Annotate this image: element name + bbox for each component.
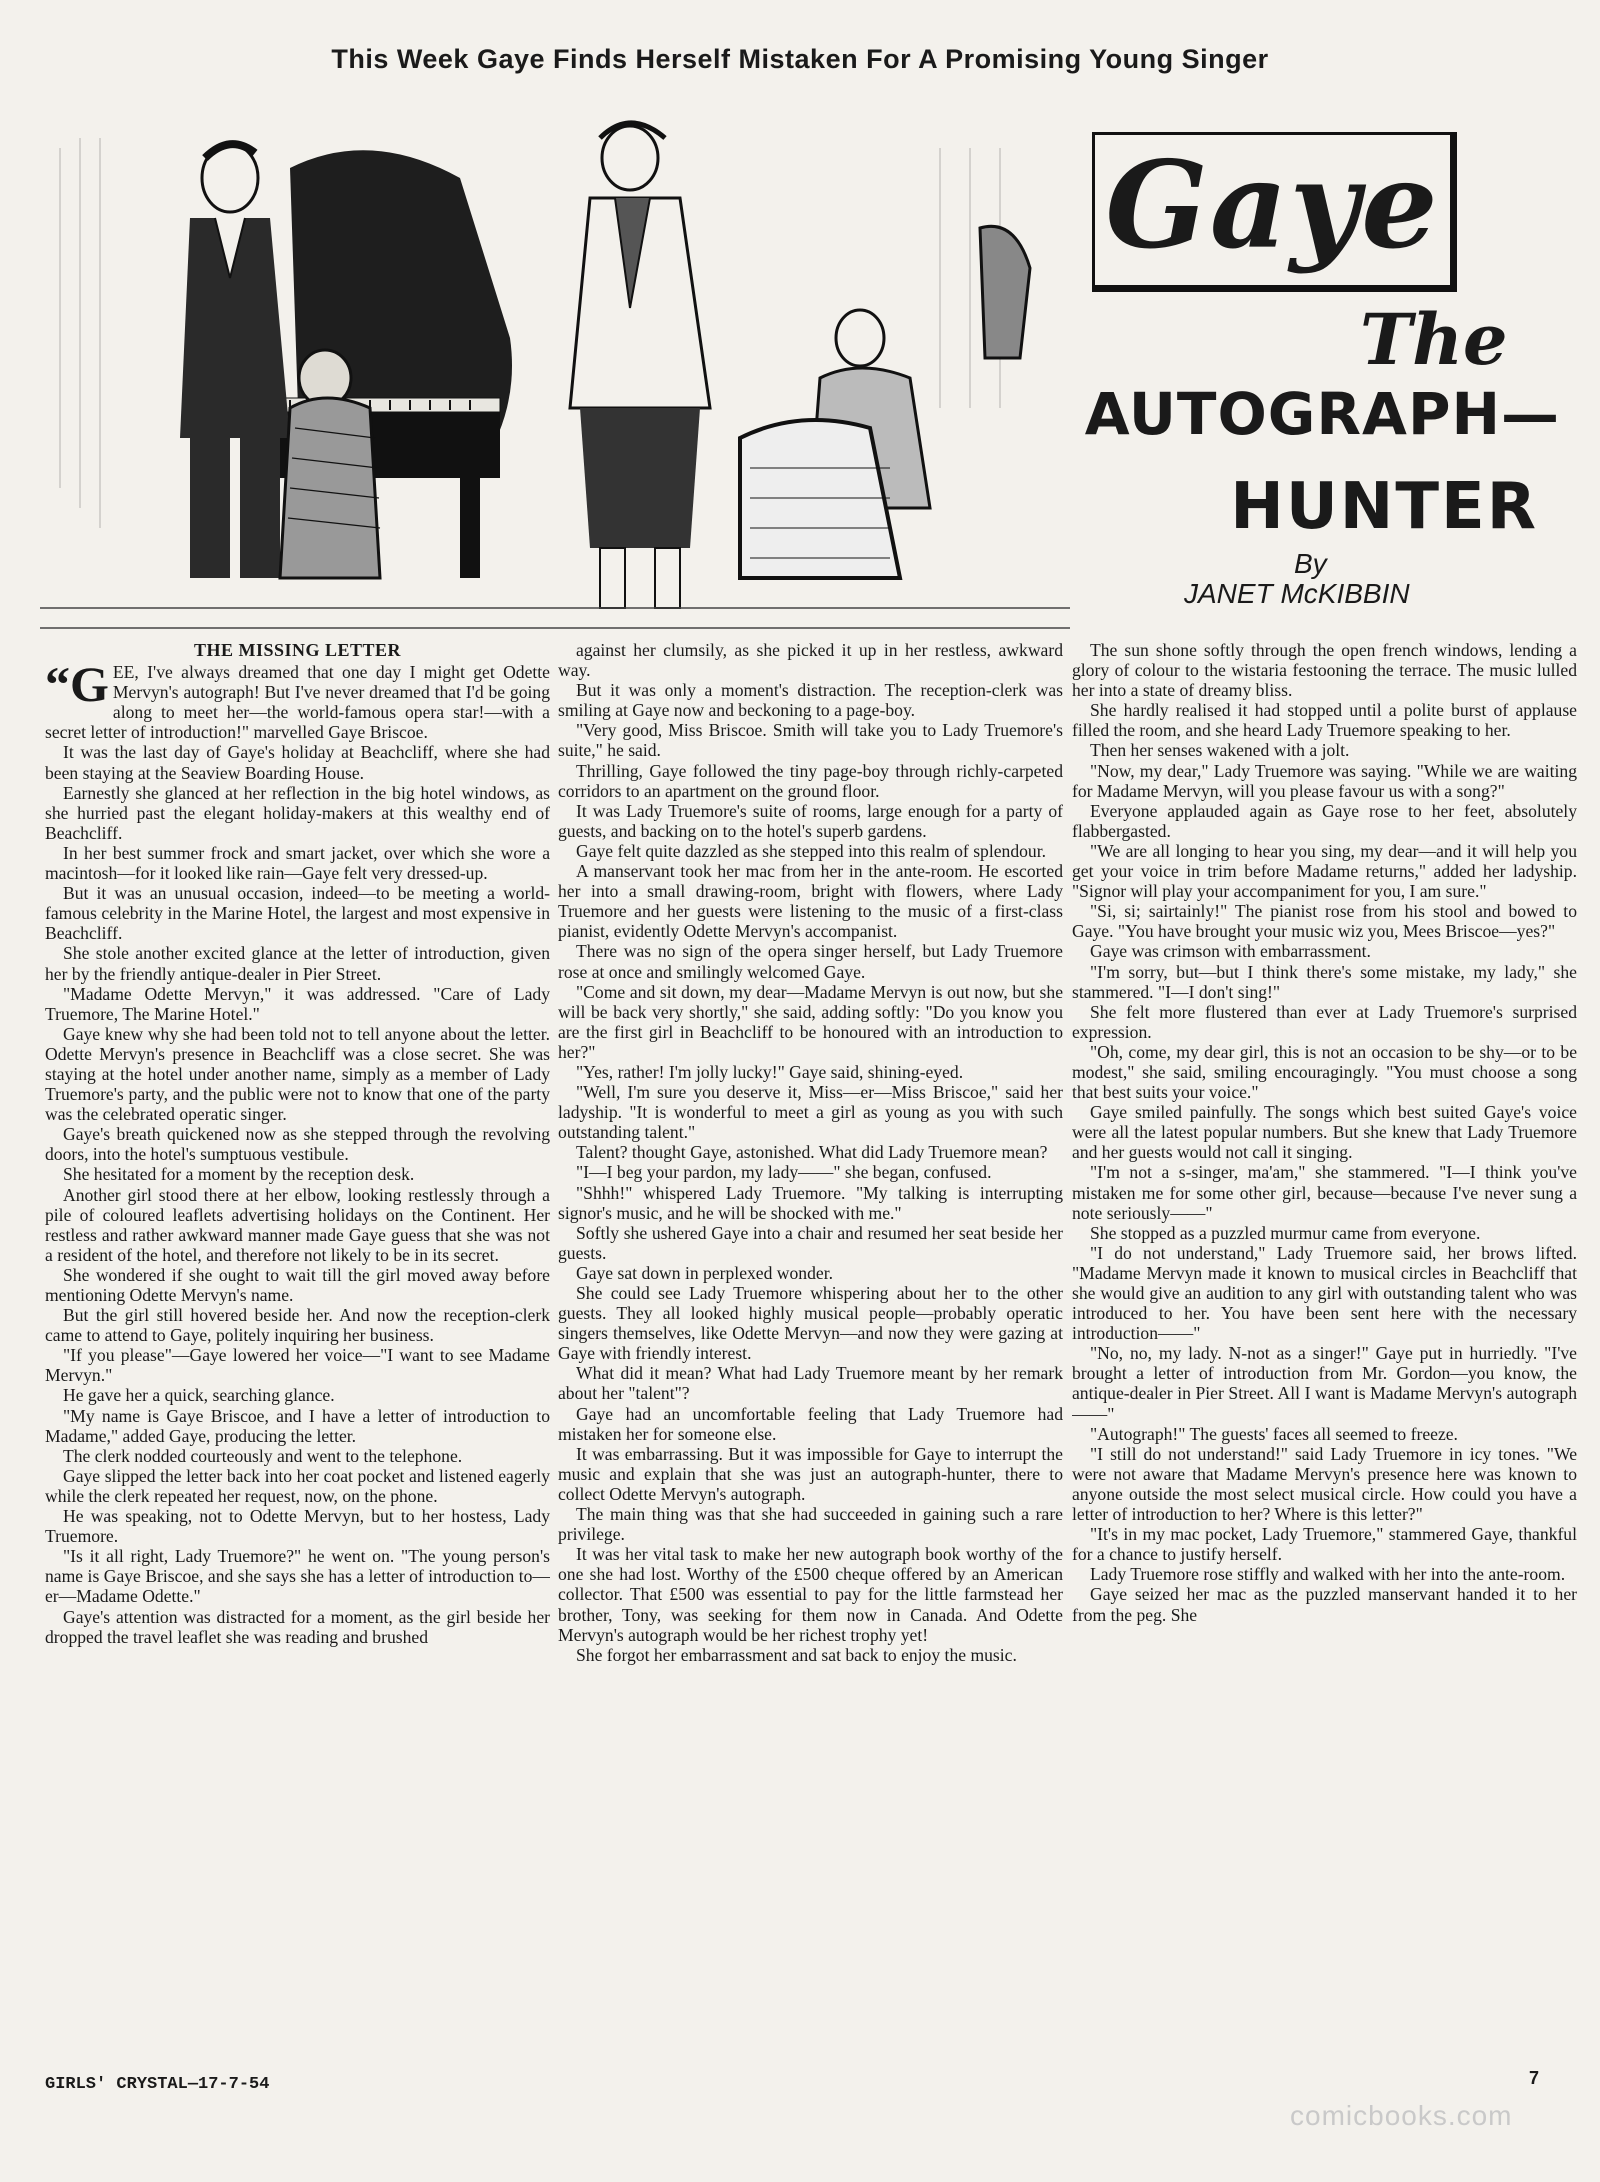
paragraph: What did it mean? What had Lady Truemore meant by her remark about her "talent"? bbox=[558, 1363, 1063, 1404]
paragraph: "Now, my dear," Lady Truemore was saying. "While we are waiting for Madame Mervyn, will you please favour us with a song?" bbox=[1072, 760, 1577, 801]
title-hunter: HUNTER bbox=[1230, 470, 1538, 544]
paragraph: "Madame Odette Mervyn," it was addressed. "Care of Lady Truemore, The Marine Hotel." bbox=[45, 983, 550, 1024]
paragraph: Gaye's attention was distracted for a moment, as the girl beside her dropped the travel leaflet she was reading and brushed bbox=[45, 1606, 550, 1647]
paragraph: She hesitated for a moment by the reception desk. bbox=[63, 1164, 415, 1185]
paragraph: Gaye sat down in perplexed wonder. bbox=[576, 1262, 833, 1283]
title-the: The bbox=[1360, 298, 1508, 381]
paragraph: She stole another excited glance at the letter of introduction, given her by the friendly antique-dealer in Pier Street. bbox=[45, 943, 550, 984]
column-3-body bbox=[1072, 640, 1577, 1625]
paragraph: In her best summer frock and smart jacket, over which she wore a macintosh—for it looked like rain—Gaye felt very dressed-up. bbox=[45, 842, 550, 884]
paragraph: But it was an unusual occasion, indeed—to be meeting a world-famous celebrity in the Marine Hotel, the largest and most expensive in Beachcliff. bbox=[45, 883, 550, 944]
paragraph: She wondered if she ought to wait till the girl moved away before mentioning Odette Mervyn's name. bbox=[45, 1264, 550, 1305]
paragraph: The main thing was that she had succeeded in gaining such a rare privilege. bbox=[558, 1504, 1063, 1545]
paragraph: The clerk nodded courteously and went to the telephone. bbox=[63, 1445, 463, 1466]
paragraph: "My name is Gaye Briscoe, and I have a letter of introduction to Madame," added Gaye, producing the letter. bbox=[45, 1405, 550, 1446]
column-2-body bbox=[558, 640, 1063, 1665]
paragraph: But the girl still hovered beside her. And now the reception-clerk came to attend to Gaye, politely inquiring her business. bbox=[45, 1305, 550, 1346]
paragraph: It was the last day of Gaye's holiday at Beachcliff, where she had been staying at the Seaview Boarding House. bbox=[45, 742, 550, 783]
paragraph: Thrilling, Gaye followed the tiny page-boy through richly-carpeted corridors to an apartment on the ground floor. bbox=[558, 760, 1063, 801]
paragraph: "Oh, come, my dear girl, this is not an occasion to be shy—or to be modest," she said, smiling encouragingly. "You must choose a song that best suits your voice." bbox=[1072, 1041, 1577, 1103]
paragraph: It was Lady Truemore's suite of rooms, large enough for a party of guests, and backing on to the hotel's superb gardens. bbox=[558, 800, 1063, 841]
paragraph: "Come and sit down, my dear—Madame Mervyn is out now, but she will be back very shortly," she said, adding softly: "Do you know you are the first girl in Beachcliff to be honoured with an introduction to her?" bbox=[558, 981, 1063, 1062]
paragraph: It was embarrassing. But it was impossible for Gaye to interrupt the music and explain that she was just an autograph-hunter, there to collect Odette Mervyn's autograph. bbox=[558, 1443, 1063, 1504]
paragraph: "Very good, Miss Briscoe. Smith will take you to Lady Truemore's suite," he said. bbox=[558, 720, 1063, 761]
paragraph: She felt more flustered than ever at Lady Truemore's surprised expression. bbox=[1072, 1001, 1577, 1042]
page-number: 7 bbox=[1529, 2068, 1540, 2088]
paragraph: She could see Lady Truemore whispering about her to the other guests. They all looked highly musical people—probably operatic singers themselves, like Odette Mervyn—and now they were gazing at Gaye with friendly interest. bbox=[558, 1283, 1063, 1364]
paragraph: Gaye's breath quickened now as she stepped through the revolving doors, into the hotel's sumptuous vestibule. bbox=[45, 1124, 550, 1165]
paragraph: "It's in my mac pocket, Lady Truemore," stammered Gaye, thankful for a chance to justify herself. bbox=[1072, 1524, 1577, 1565]
paragraph: "I still do not understand!" said Lady Truemore in icy tones. "We were not aware that Madame Mervyn's presence here was known to anyone outside the most select musical circle. How could you have a letter of introduction to her? Where is this letter?" bbox=[1072, 1443, 1577, 1525]
paragraph: "We are all longing to hear you sing, my dear—and it will help you get your voice in trim before Madame returns," added her ladyship. "Signor will play your accompaniment for you, I am sure." bbox=[1072, 840, 1577, 902]
story-column-2 bbox=[558, 640, 1063, 2035]
paragraph: "If you please"—Gaye lowered her voice—"I want to see Madame Mervyn." bbox=[45, 1345, 550, 1386]
story-title-block bbox=[1080, 118, 1560, 618]
paragraph: "No, no, my lady. N-not as a singer!" Gaye put in hurriedly. "I've brought a letter of introduction from Mr. Gordon—you know, the antique-dealer in Pier Street. All I want is Madame Mervyn's autograph——" bbox=[1072, 1343, 1577, 1424]
paragraph: Gaye had an uncomfortable feeling that Lady Truemore had mistaken her for someone else. bbox=[558, 1403, 1063, 1444]
paragraph: "Is it all right, Lady Truemore?" he went on. "The young person's name is Gaye Briscoe, and she says she has a letter of introduction to—er—Madame Odette." bbox=[45, 1546, 550, 1607]
drop-cap: “G bbox=[45, 656, 109, 713]
paragraph: "I—I beg your pardon, my lady——" she began, confused. bbox=[576, 1162, 992, 1183]
paragraph: against her clumsily, as she picked it up in her restless, awkward way. bbox=[558, 640, 1063, 681]
paragraph: Gaye was crimson with embarrassment. bbox=[1090, 941, 1371, 962]
paragraph: She stopped as a puzzled murmur came from everyone. bbox=[1090, 1222, 1481, 1243]
paragraph: She forgot her embarrassment and sat back to enjoy the music. bbox=[576, 1644, 1017, 1665]
byline-author: JANET McKIBBIN bbox=[1184, 578, 1410, 609]
story-illustration bbox=[40, 108, 1070, 638]
paragraph: "I'm sorry, but—but I think there's some mistake, my lady," she stammered. "I—I don't sing!" bbox=[1072, 961, 1577, 1002]
paragraph: "Si, si; sairtainly!" The pianist rose from his stool and bowed to Gaye. "You have brought your music wiz you, Mees Briscoe—yes?" bbox=[1072, 901, 1577, 942]
title-box bbox=[1092, 132, 1457, 292]
paragraph: He was speaking, not to Odette Mervyn, but to her hostess, Lady Truemore. bbox=[45, 1506, 550, 1547]
paragraph: "Yes, rather! I'm jolly lucky!" Gaye said, shining-eyed. bbox=[576, 1061, 964, 1082]
paragraph: The sun shone softly through the open french windows, lending a glory of colour to the wistaria festooning the terrace. The music lulled her into a state of dreamy bliss. bbox=[1072, 640, 1577, 701]
paragraph: Gaye slipped the letter back into her coat pocket and listened eagerly while the clerk repeated her request, now, on the phone. bbox=[45, 1465, 550, 1506]
title-gaye: Gaye bbox=[1105, 135, 1440, 276]
paragraph: Gaye seized her mac as the puzzled manservant handed it to her from the peg. She bbox=[1072, 1584, 1577, 1625]
paragraph: Lady Truemore rose stiffly and walked with her into the ante-room. bbox=[1090, 1564, 1566, 1585]
paragraph: Gaye felt quite dazzled as she stepped into this realm of splendour. bbox=[576, 840, 1047, 861]
story-column-3 bbox=[1072, 640, 1577, 2035]
paragraph: It was her vital task to make her new autograph book worthy of the one she had lost. Worthy of the £500 cheque offered by an American collector. That £500 was essential to pay for the little farmstead her brother, Tony, was seeking for them now in Canada. And Odette Mervyn's autograph would be her richest trophy yet! bbox=[558, 1544, 1063, 1645]
paragraph: "Shhh!" whispered Lady Truemore. "My talking is interrupting signor's music, and he will be shocked with me." bbox=[558, 1182, 1063, 1223]
paragraph: "I'm not a s-singer, ma'am," she stammered. "I—I think you've mistaken me for some other girl, because—because I've never sung a note seriously——" bbox=[1072, 1162, 1577, 1223]
column-1-body bbox=[45, 656, 550, 1647]
paragraph: "I do not understand," Lady Truemore said, her brows lifted. "Madame Mervyn made it known to musical circles in Beachcliff that she would give an audition to any girl with outstanding talent who was introduced to her. You have been sent here with the necessary introduction——" bbox=[1072, 1242, 1577, 1344]
story-column-1 bbox=[45, 640, 550, 2035]
issue-footer: GIRLS' CRYSTAL—17-7-54 bbox=[45, 2075, 270, 2094]
paragraph: Gaye smiled painfully. The songs which best suited Gaye's voice were all the latest popular numbers. But she knew that Lady Truemore and her guests would not call it singing. bbox=[1072, 1102, 1577, 1163]
paragraph: There was no sign of the opera singer herself, but Lady Truemore rose at once and smilingly welcomed Gaye. bbox=[558, 941, 1063, 982]
watermark: comicbooks.com bbox=[1290, 2100, 1513, 2131]
paragraph: "Autograph!" The guests' faces all seemed to freeze. bbox=[1090, 1423, 1458, 1444]
paragraph: “GEE, I've always dreamed that one day I might get Odette Mervyn's autograph! But I've never dreamed that I'd be going along to meet her—the world-famous opera star!—with a secret letter of introduction!" marvelled Gaye Briscoe. bbox=[45, 656, 550, 743]
paragraph: Everyone applauded again as Gaye rose to her feet, absolutely flabbergasted. bbox=[1072, 800, 1577, 841]
paragraph: But it was only a moment's distraction. The reception-clerk was smiling at Gaye now and beckoning to a page-boy. bbox=[558, 680, 1063, 721]
section-heading: THE MISSING LETTER bbox=[193, 640, 402, 660]
paragraph: Softly she ushered Gaye into a chair and resumed her seat beside her guests. bbox=[558, 1222, 1063, 1263]
paragraph: He gave her a quick, searching glance. bbox=[63, 1385, 335, 1406]
paragraph: "Well, I'm sure you deserve it, Miss—er—Miss Briscoe," said her ladyship. "It is wonderful to meet a girl as young as you with such outstanding talent." bbox=[558, 1082, 1063, 1143]
paragraph: Earnestly she glanced at her reflection in the big hotel windows, as she hurried past the elegant holiday-makers at this wealthy end of Beachcliff. bbox=[45, 782, 550, 843]
title-autograph: AUTOGRAPH— bbox=[1084, 380, 1560, 448]
story-tagline: This Week Gaye Finds Herself Mistaken For A Promising Young Singer bbox=[331, 44, 1269, 74]
byline-by: By bbox=[1294, 548, 1327, 579]
paragraph: She hardly realised it had stopped until a polite burst of applause filled the room, and she heard Lady Truemore speaking to her. bbox=[1072, 700, 1577, 741]
paragraph: Another girl stood there at her elbow, looking restlessly through a pile of coloured leaflets advertising holidays on the Continent. Her restless and rather awkward manner made Gaye guess that she was not a resident of the hotel, and therefore not likely to be in its secret. bbox=[45, 1184, 550, 1265]
paragraph: Then her senses wakened with a jolt. bbox=[1090, 740, 1350, 761]
paragraph: Gaye knew why she had been told not to tell anyone about the letter. Odette Mervyn's presence in Beachcliff was a close secret. She was staying at the hotel under another name, simply as a member of Lady Truemore's party, and the public were not to know that one of the party was the celebrated operatic singer. bbox=[45, 1023, 550, 1125]
paragraph: A manservant took her mac from her in the ante-room. He escorted her into a small drawing-room, bright with flowers, where Lady Truemore and her guests were listening to the music of a first-class pianist, evidently Odette Mervyn's accompanist. bbox=[558, 861, 1063, 942]
paragraph: Talent? thought Gaye, astonished. What did Lady Truemore mean? bbox=[576, 1142, 1048, 1163]
